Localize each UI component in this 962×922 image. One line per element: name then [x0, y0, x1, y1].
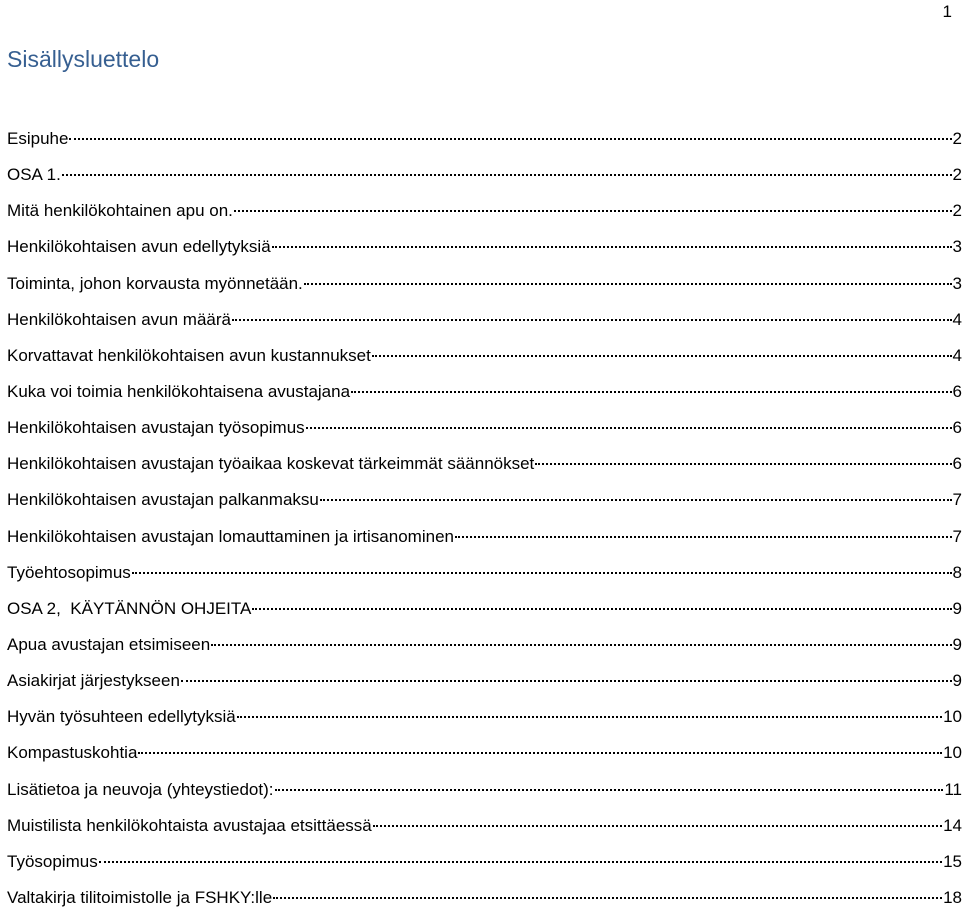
toc-entry[interactable] — [7, 488, 962, 524]
toc-entry-page: 10 — [943, 707, 962, 727]
dot-leader — [320, 499, 952, 501]
toc-entry-label: Esipuhe — [7, 129, 69, 148]
toc-entry-label: Henkilökohtaisen avustajan työaikaa koskevat tärkeimmät säännökset — [7, 454, 535, 474]
toc-entry[interactable] — [7, 452, 962, 488]
dot-leader — [455, 536, 952, 538]
toc-entry[interactable] — [7, 235, 962, 271]
toc-entry-page: 2 — [952, 129, 962, 148]
dot-leader — [252, 608, 951, 610]
toc-entry-label: Valtakirja tilitoimistolle ja FSHKY:lle — [7, 887, 273, 907]
toc-entry-label: Henkilökohtaisen avustajan työsopimus — [7, 418, 305, 438]
toc-entry[interactable] — [7, 814, 962, 850]
toc-entry[interactable] — [7, 127, 962, 163]
toc-entry[interactable] — [7, 597, 962, 633]
toc-entry[interactable] — [7, 669, 962, 705]
toc-entry-label: Työsopimus — [7, 851, 98, 871]
toc-entry-label: Henkilökohtaisen avustajan palkanmaksu — [7, 490, 319, 510]
dot-leader — [232, 319, 952, 321]
dot-leader — [237, 716, 942, 718]
dot-leader — [272, 246, 952, 248]
toc-entry-label: Hyvän työsuhteen edellytyksiä — [7, 707, 236, 727]
toc-entry-page: 6 — [952, 418, 962, 438]
toc-entry-label: Mitä henkilökohtainen apu on. — [7, 201, 233, 221]
toc-entry-page: 2 — [952, 165, 962, 185]
toc-entry[interactable] — [7, 850, 962, 886]
toc-entry-page: 7 — [952, 490, 962, 510]
toc-entry-label: Kuka voi toimia henkilökohtaisena avustajana — [7, 381, 351, 401]
dot-leader — [306, 427, 952, 429]
dot-leader — [138, 752, 942, 754]
toc-entry-page: 3 — [952, 237, 962, 257]
toc-entry-page: 2 — [952, 201, 962, 221]
toc-entry[interactable] — [7, 272, 962, 308]
dot-leader — [273, 897, 942, 899]
toc-entry-label: Henkilökohtaisen avun määrä — [7, 309, 231, 329]
toc-entry-page: 9 — [952, 671, 962, 691]
toc-entry[interactable] — [7, 778, 962, 814]
toc-entry[interactable] — [7, 741, 962, 777]
toc-entry[interactable] — [7, 380, 962, 416]
toc-entry-page: 15 — [943, 851, 962, 871]
toc-entry-label: Kompastuskohtia — [7, 743, 138, 763]
toc-entry-label: Henkilökohtaisen avun edellytyksiä — [7, 237, 271, 257]
toc-entry-label: OSA 2, KÄYTÄNNÖN OHJEITA — [7, 598, 252, 618]
toc-entry[interactable] — [7, 633, 962, 669]
dot-leader — [351, 391, 951, 393]
dot-leader — [275, 789, 944, 791]
dot-leader — [62, 174, 952, 176]
toc-entry-page: 6 — [952, 454, 962, 474]
dot-leader — [99, 861, 942, 863]
toc-entry-page: 3 — [952, 273, 962, 293]
toc-entry-page: 9 — [952, 634, 962, 654]
dot-leader — [373, 825, 942, 827]
dot-leader — [132, 572, 952, 574]
toc-entry-page: 10 — [943, 743, 962, 763]
toc-entry[interactable] — [7, 561, 962, 597]
toc-entry-label: Henkilökohtaisen avustajan lomauttaminen ja irtisanominen — [7, 526, 454, 546]
toc-entry-page: 18 — [943, 887, 962, 907]
dot-leader — [211, 644, 951, 646]
toc-entry-label: OSA 1. — [7, 165, 61, 185]
toc-entry-label: Toiminta, johon korvausta myönnetään. — [7, 273, 303, 293]
toc-entry-label: Muistilista henkilökohtaista avustajaa etsittäessä — [7, 815, 372, 835]
dot-leader — [535, 463, 951, 465]
toc-entry-label: Työehtosopimus — [7, 562, 131, 582]
toc-entry[interactable] — [7, 308, 962, 344]
dot-leader — [304, 283, 952, 285]
toc-title: Sisällysluettelo — [7, 46, 160, 72]
toc-entry-label: Apua avustajan etsimiseen — [7, 634, 211, 654]
toc-entry-page: 4 — [952, 345, 962, 365]
dot-leader — [181, 680, 952, 682]
toc-entry-label: Asiakirjat järjestykseen — [7, 671, 180, 691]
toc-entry-label: Korvattavat henkilökohtaisen avun kustannukset — [7, 345, 371, 365]
toc-entry-page: 7 — [952, 526, 962, 546]
toc-entry[interactable] — [7, 199, 962, 235]
dot-leader — [69, 138, 951, 140]
dot-leader — [372, 355, 952, 357]
toc-entry-label: Lisätietoa ja neuvoja (yhteystiedot): — [7, 779, 274, 799]
toc-entry-page: 6 — [952, 381, 962, 401]
toc-entry-page: 8 — [952, 562, 962, 582]
toc-entry[interactable] — [7, 886, 962, 922]
toc-entry-page: 14 — [943, 815, 962, 835]
toc-entry[interactable] — [7, 525, 962, 561]
page-number: 1 — [942, 2, 952, 21]
toc-entry-page: 11 — [944, 779, 962, 799]
toc-entry[interactable] — [7, 416, 962, 452]
dot-leader — [234, 210, 952, 212]
toc-entry-page: 4 — [952, 309, 962, 329]
toc-entry[interactable] — [7, 163, 962, 199]
toc-entry-page: 9 — [952, 598, 962, 618]
toc-entry[interactable] — [7, 705, 962, 741]
toc-list — [7, 127, 962, 922]
toc-entry[interactable] — [7, 344, 962, 380]
